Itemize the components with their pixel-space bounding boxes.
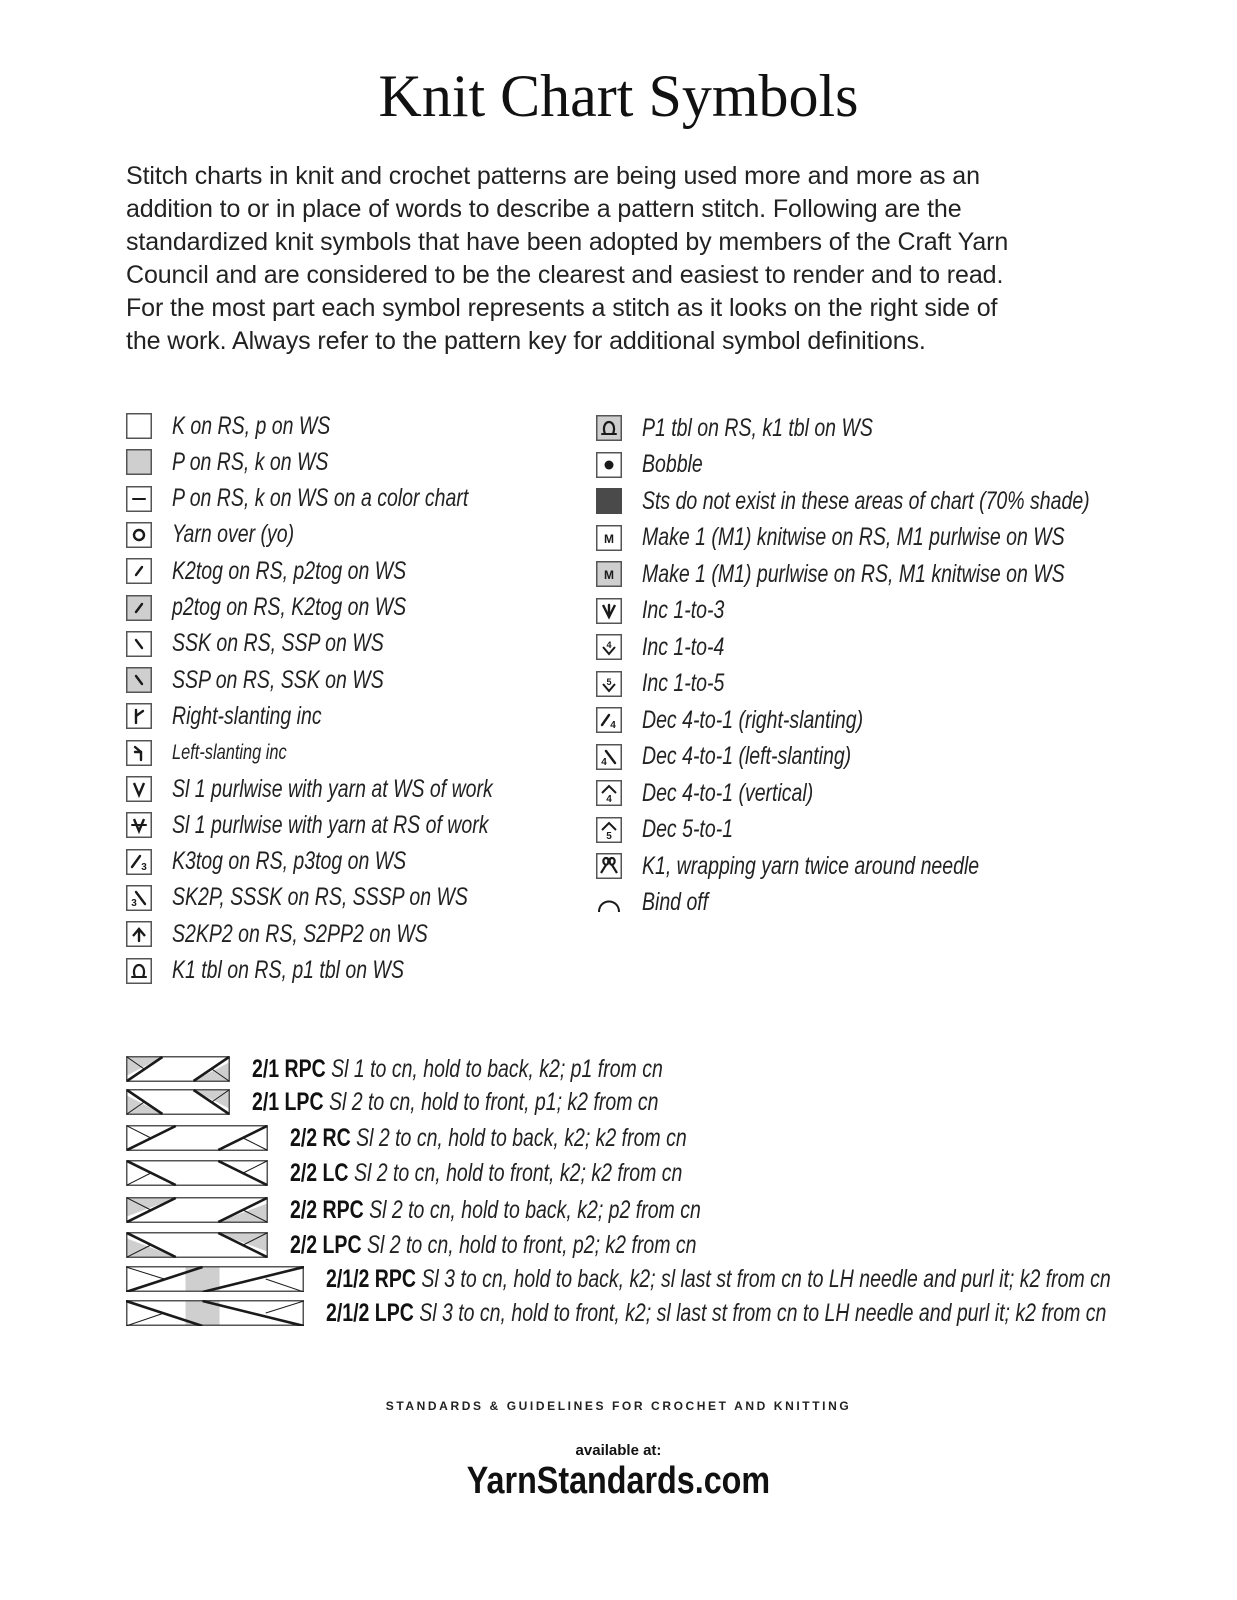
cable-code: 2/2 LC bbox=[290, 1158, 349, 1187]
circle-yarn-over-icon bbox=[126, 522, 152, 548]
right-slant-inc-icon bbox=[126, 703, 152, 729]
symbol-icon bbox=[126, 667, 152, 693]
symbol-label: K1 tbl on RS, p1 tbl on WS bbox=[172, 956, 404, 984]
omega-tbl-icon bbox=[126, 958, 152, 984]
cable-description: Sl 2 to cn, hold to front, p2; k2 from cn bbox=[366, 1230, 697, 1259]
left-slant-inc-icon bbox=[126, 740, 152, 766]
symbol-icon bbox=[126, 486, 152, 512]
symbol-label: Sl 1 purlwise with yarn at RS of work bbox=[172, 810, 489, 839]
cable-item bbox=[126, 1087, 773, 1117]
symbol-icon bbox=[596, 415, 622, 441]
inc-1-to-5-icon bbox=[596, 671, 622, 697]
symbol-item bbox=[596, 779, 862, 807]
svg-text:3: 3 bbox=[131, 897, 137, 909]
symbol-label: SSP on RS, SSK on WS bbox=[172, 665, 384, 694]
svg-text:4: 4 bbox=[606, 794, 612, 805]
cable-2-1-rpc-icon bbox=[126, 1056, 230, 1082]
symbol-item bbox=[126, 557, 472, 585]
svg-text:4: 4 bbox=[606, 640, 612, 650]
symbol-item bbox=[126, 485, 552, 513]
v-slip-yarn-front-icon bbox=[126, 812, 152, 838]
cable-text bbox=[290, 1159, 682, 1188]
cable-code: 2/2 LPC bbox=[290, 1230, 362, 1259]
symbol-label: Sts do not exist in these areas of chart (70% shade) bbox=[642, 486, 1090, 515]
symbol-item bbox=[126, 811, 578, 839]
symbol-icon bbox=[126, 921, 152, 947]
svg-text:4: 4 bbox=[610, 720, 616, 731]
symbol-icon bbox=[126, 776, 152, 802]
cable-2-2-lc-icon bbox=[126, 1160, 268, 1186]
symbol-icon bbox=[126, 449, 152, 475]
symbol-item bbox=[126, 775, 583, 803]
intro-line: Stitch charts in knit and crochet patterns are being used more and more as an bbox=[126, 162, 980, 190]
site-name: YarnStandards.com bbox=[466, 1460, 771, 1502]
svg-text:5: 5 bbox=[606, 676, 612, 687]
symbol-icon bbox=[126, 812, 152, 838]
cable-code: 2/1 RPC bbox=[252, 1054, 326, 1083]
symbol-item bbox=[126, 957, 469, 985]
symbol-item bbox=[596, 706, 925, 734]
symbol-label: Yarn over (yo) bbox=[172, 520, 295, 549]
gray-square-icon bbox=[126, 449, 152, 475]
cable-description: Sl 2 to cn, hold to front, k2; k2 from cn bbox=[353, 1158, 683, 1187]
symbol-label: SK2P, SSSK on RS, SSSP on WS bbox=[172, 883, 468, 912]
symbol-icon bbox=[596, 488, 622, 514]
symbol-label: Make 1 (M1) knitwise on RS, M1 purlwise on WS bbox=[642, 523, 1065, 551]
page-title: Knit Chart Symbols bbox=[378, 63, 859, 129]
k3tog-icon bbox=[126, 849, 152, 875]
cable-item bbox=[126, 1123, 799, 1153]
symbol-label: Right-slanting inc bbox=[172, 701, 322, 730]
svg-text:4: 4 bbox=[601, 756, 607, 768]
symbol-item bbox=[596, 597, 748, 625]
cable-2-2-lpc-icon bbox=[126, 1232, 268, 1258]
m1-knit-icon bbox=[596, 525, 622, 551]
cable-2-1-lpc-icon bbox=[126, 1089, 230, 1115]
cable-code: 2/2 RPC bbox=[290, 1195, 364, 1224]
footer-available: available at: bbox=[575, 1442, 662, 1459]
cable-description: Sl 3 to cn, hold to back, k2; sl last st from cn to LH needle and purl it; k2 from cn bbox=[421, 1264, 1111, 1293]
gray-right-slash-icon bbox=[126, 595, 152, 621]
symbol-icon bbox=[126, 595, 152, 621]
symbol-item bbox=[596, 560, 1184, 588]
cable-2-2-rpc-icon bbox=[126, 1197, 268, 1223]
symbol-icon bbox=[596, 744, 622, 770]
symbol-icon bbox=[126, 413, 152, 439]
intro-paragraph bbox=[126, 160, 1126, 358]
symbol-label: K1, wrapping yarn twice around needle bbox=[642, 851, 980, 880]
cable-description: Sl 2 to cn, hold to front, p1; k2 from cn bbox=[328, 1087, 659, 1116]
footer-site-link[interactable] bbox=[0, 1460, 1237, 1503]
symbol-item bbox=[126, 594, 472, 622]
symbol-item bbox=[596, 524, 1184, 552]
symbol-icon bbox=[596, 890, 622, 916]
symbol-icon bbox=[596, 561, 622, 587]
symbol-label: K3tog on RS, p3tog on WS bbox=[172, 847, 407, 876]
symbol-item bbox=[596, 670, 748, 698]
cable-text bbox=[326, 1265, 1111, 1294]
symbol-item bbox=[126, 412, 375, 440]
cable-description: Sl 2 to cn, hold to back, k2; k2 from cn bbox=[356, 1123, 687, 1152]
dash-square-icon bbox=[126, 486, 152, 512]
bind-off-arc-icon bbox=[596, 890, 622, 916]
cable-text bbox=[290, 1196, 701, 1225]
cable-text bbox=[252, 1055, 663, 1084]
svg-text:5: 5 bbox=[606, 830, 612, 842]
cable-code: 2/1/2 LPC bbox=[326, 1298, 414, 1327]
cable-description: Sl 2 to cn, hold to back, k2; p2 from cn bbox=[369, 1195, 701, 1224]
symbol-item bbox=[126, 920, 500, 948]
gray-omega-tbl-icon bbox=[596, 415, 622, 441]
m1-purl-icon bbox=[596, 561, 622, 587]
symbol-icon bbox=[126, 849, 152, 875]
symbol-label: Left-slanting inc bbox=[172, 740, 287, 764]
v-slip-icon bbox=[126, 776, 152, 802]
symbol-item bbox=[596, 451, 720, 479]
right-slash-icon bbox=[126, 558, 152, 584]
svg-text:3: 3 bbox=[141, 861, 147, 873]
symbol-item bbox=[596, 852, 1074, 880]
symbol-label: P on RS, k on WS on a color chart bbox=[172, 484, 469, 513]
symbol-label: Dec 4-to-1 (vertical) bbox=[642, 778, 814, 807]
symbol-item bbox=[596, 633, 748, 661]
cable-item bbox=[126, 1195, 817, 1225]
symbol-icon bbox=[126, 558, 152, 584]
cable-code: 2/1 LPC bbox=[252, 1087, 324, 1116]
symbol-item bbox=[126, 666, 443, 694]
s2kp2-arrow-icon bbox=[126, 921, 152, 947]
symbol-label: Sl 1 purlwise with yarn at WS of work bbox=[172, 774, 493, 803]
symbol-label: Inc 1-to-4 bbox=[642, 632, 725, 661]
symbol-icon bbox=[596, 817, 622, 843]
cable-description: Sl 3 to cn, hold to front, k2; sl last st from cn to LH needle and purl it; k2 from cn bbox=[419, 1298, 1107, 1327]
symbol-icon bbox=[596, 780, 622, 806]
symbol-item bbox=[126, 448, 373, 476]
cable-item bbox=[126, 1054, 779, 1084]
symbol-label: P on RS, k on WS bbox=[172, 447, 329, 476]
symbol-label: Bobble bbox=[642, 450, 703, 478]
symbol-item bbox=[596, 414, 938, 442]
dec-4-left-icon bbox=[596, 744, 622, 770]
symbol-item bbox=[126, 521, 329, 549]
double-wrap-icon bbox=[596, 853, 622, 879]
svg-text:M: M bbox=[604, 568, 614, 582]
symbol-item bbox=[126, 739, 319, 767]
symbol-label: Bind off bbox=[642, 888, 709, 916]
symbol-item bbox=[596, 743, 910, 771]
left-slash-icon bbox=[126, 631, 152, 657]
symbol-label: SSK on RS, SSP on WS bbox=[172, 629, 384, 658]
symbol-label: p2tog on RS, K2tog on WS bbox=[172, 593, 407, 621]
intro-line: Council and are considered to be the clearest and easiest to render and to read. bbox=[126, 261, 1004, 289]
symbol-item bbox=[596, 889, 727, 917]
gray-left-slash-icon bbox=[126, 667, 152, 693]
footer-standards: STANDARDS & GUIDELINES FOR CROCHET AND KNITTING bbox=[385, 1399, 852, 1413]
symbol-item bbox=[126, 848, 472, 876]
cable-item bbox=[126, 1230, 811, 1260]
inc-1-to-4-icon bbox=[596, 634, 622, 660]
symbol-item bbox=[596, 487, 1216, 515]
symbol-label: Dec 4-to-1 (right-slanting) bbox=[642, 705, 864, 734]
cable-item bbox=[126, 1158, 793, 1188]
cable-text bbox=[290, 1124, 687, 1153]
symbol-icon bbox=[126, 522, 152, 548]
cable-text bbox=[252, 1088, 658, 1117]
symbol-icon bbox=[596, 707, 622, 733]
symbol-icon bbox=[596, 634, 622, 660]
intro-line: standardized knit symbols that have been adopted by members of the Craft Yarn bbox=[126, 228, 1009, 256]
cable-item bbox=[126, 1298, 1237, 1328]
svg-text:M: M bbox=[604, 531, 614, 546]
cable-text bbox=[326, 1299, 1106, 1328]
symbol-item bbox=[126, 702, 364, 730]
dec-4-vertical-icon bbox=[596, 780, 622, 806]
cable-code: 2/2 RC bbox=[290, 1123, 351, 1152]
symbol-label: Inc 1-to-3 bbox=[642, 596, 725, 624]
symbol-label: Inc 1-to-5 bbox=[642, 669, 725, 697]
symbol-icon bbox=[596, 853, 622, 879]
symbol-icon bbox=[126, 958, 152, 984]
intro-line: the work. Always refer to the pattern key for additional symbol definitions. bbox=[126, 327, 926, 355]
symbol-icon bbox=[596, 452, 622, 478]
blank-square-icon bbox=[126, 413, 152, 439]
sk2p-icon bbox=[126, 885, 152, 911]
symbol-icon bbox=[126, 631, 152, 657]
intro-line: For the most part each symbol represents a stitch as it looks on the right side of bbox=[126, 294, 998, 322]
symbol-item bbox=[126, 884, 551, 912]
symbol-icon bbox=[126, 703, 152, 729]
symbol-label: S2KP2 on RS, S2PP2 on WS bbox=[172, 919, 428, 948]
symbol-item bbox=[126, 630, 443, 658]
symbol-icon bbox=[126, 885, 152, 911]
symbol-icon bbox=[596, 525, 622, 551]
symbol-label: Dec 5-to-1 bbox=[642, 815, 734, 843]
symbol-label: Make 1 (M1) purlwise on RS, M1 knitwise on WS bbox=[642, 559, 1065, 588]
dark-square-icon bbox=[596, 488, 622, 514]
intro-line: addition to or in place of words to describe a pattern stitch. Following are the bbox=[126, 195, 962, 223]
cable-text bbox=[290, 1231, 696, 1260]
cable-2-1-2-lpc-icon bbox=[126, 1300, 304, 1326]
cable-description: Sl 1 to cn, hold to back, k2; p1 from cn bbox=[331, 1054, 663, 1083]
cable-2-1-2-rpc-icon bbox=[126, 1266, 304, 1292]
symbol-icon bbox=[126, 740, 152, 766]
symbol-item bbox=[596, 816, 759, 844]
dec-5-icon bbox=[596, 817, 622, 843]
dec-4-right-icon bbox=[596, 707, 622, 733]
symbol-label: K2tog on RS, p2tog on WS bbox=[172, 556, 407, 585]
symbol-label: P1 tbl on RS, k1 tbl on WS bbox=[642, 413, 873, 442]
cable-item bbox=[126, 1264, 1237, 1294]
cable-code: 2/1/2 RPC bbox=[326, 1264, 416, 1293]
symbol-label: K on RS, p on WS bbox=[172, 411, 331, 440]
symbol-label: Dec 4-to-1 (left-slanting) bbox=[642, 742, 852, 770]
symbol-icon bbox=[596, 671, 622, 697]
bobble-dot-icon bbox=[596, 452, 622, 478]
cable-2-2-rc-icon bbox=[126, 1125, 268, 1151]
symbol-icon bbox=[596, 598, 622, 624]
inc-1-to-3-icon bbox=[596, 598, 622, 624]
